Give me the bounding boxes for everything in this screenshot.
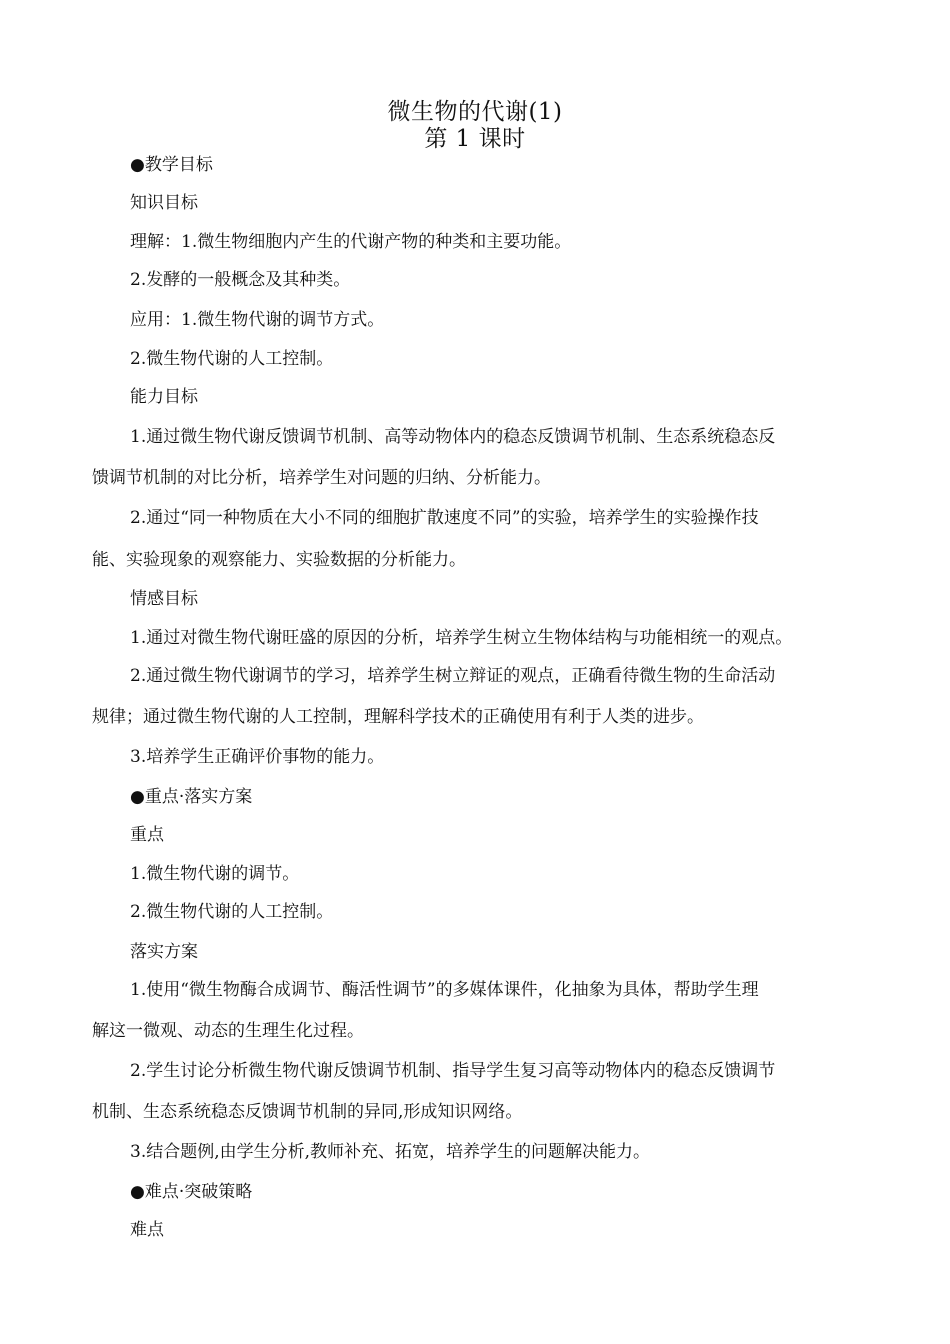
paragraph-line: 应用：1.微生物代谢的调节方式。 — [130, 310, 385, 330]
section-heading-teaching-goals: ●教学目标 — [130, 155, 213, 175]
paragraph-line: 解这一微观、动态的生理生化过程。 — [92, 1021, 364, 1041]
section-heading-difficulties: ●难点·突破策略 — [130, 1182, 253, 1202]
paragraph-line: 能、实验现象的观察能力、实验数据的分析能力。 — [92, 550, 466, 570]
section-heading-key-points: ●重点·落实方案 — [130, 787, 253, 807]
document-title: 微生物的代谢(1) — [387, 99, 563, 125]
paragraph-line: 3.培养学生正确评价事物的能力。 — [130, 747, 385, 767]
paragraph-line: 机制、生态系统稳态反馈调节机制的异同,形成知识网络。 — [92, 1102, 523, 1122]
paragraph-line: 1.微生物代谢的调节。 — [130, 864, 300, 884]
document-subtitle: 第 1 课时 — [424, 126, 526, 152]
paragraph-line: 馈调节机制的对比分析，培养学生对问题的归纳、分析能力。 — [92, 468, 551, 488]
paragraph-line: 3.结合题例,由学生分析,教师补充、拓宽，培养学生的问题解决能力。 — [130, 1142, 651, 1162]
paragraph-line: 2.通过微生物代谢调节的学习，培养学生树立辩证的观点，正确看待微生物的生命活动 — [130, 666, 776, 686]
subheading-ability-goals: 能力目标 — [130, 387, 198, 407]
paragraph-line: 2.通过“同一种物质在大小不同的细胞扩散速度不同”的实验，培养学生的实验操作技 — [130, 508, 759, 528]
paragraph-line: 理解：1.微生物细胞内产生的代谢产物的种类和主要功能。 — [130, 232, 572, 252]
paragraph-line: 2.微生物代谢的人工控制。 — [130, 902, 334, 922]
paragraph-line: 2.学生讨论分析微生物代谢反馈调节机制、指导学生复习高等动物体内的稳态反馈调节 — [130, 1061, 776, 1081]
paragraph-line: 2.微生物代谢的人工控制。 — [130, 349, 334, 369]
paragraph-line: 1.通过微生物代谢反馈调节机制、高等动物体内的稳态反馈调节机制、生态系统稳态反 — [130, 427, 776, 447]
subheading-key-points: 重点 — [130, 825, 164, 845]
subheading-difficulties: 难点 — [130, 1220, 164, 1240]
subheading-implementation-plan: 落实方案 — [130, 942, 198, 962]
subheading-knowledge-goals: 知识目标 — [130, 193, 198, 213]
paragraph-line: 1.使用“微生物酶合成调节、酶活性调节”的多媒体课件，化抽象为具体，帮助学生理 — [130, 980, 759, 1000]
paragraph-line: 1.通过对微生物代谢旺盛的原因的分析，培养学生树立生物体结构与功能相统一的观点。 — [130, 628, 793, 648]
paragraph-line: 2.发酵的一般概念及其种类。 — [130, 270, 351, 290]
subheading-emotion-goals: 情感目标 — [130, 589, 198, 609]
paragraph-line: 规律；通过微生物代谢的人工控制，理解科学技术的正确使用有利于人类的进步。 — [92, 707, 704, 727]
